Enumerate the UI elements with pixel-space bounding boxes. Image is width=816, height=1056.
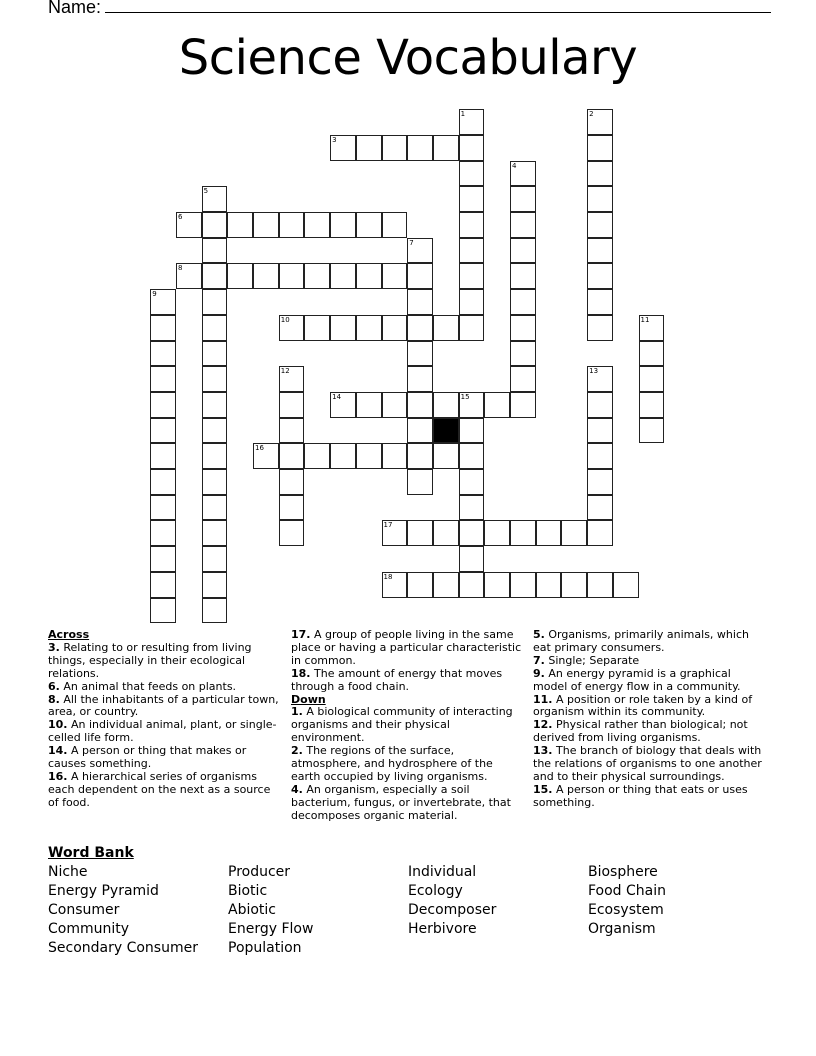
grid-cell[interactable] [150, 289, 176, 315]
grid-cell[interactable] [587, 572, 613, 598]
clue-number: 14 [332, 392, 342, 401]
grid-cell[interactable] [279, 469, 305, 495]
clue-number: 8 [177, 264, 183, 273]
grid-cell[interactable] [407, 341, 433, 367]
grid-cell[interactable] [304, 315, 330, 341]
grid-cell[interactable] [202, 315, 228, 341]
clue-number: 6 [177, 213, 183, 222]
grid-cell[interactable] [587, 263, 613, 289]
grid-cell[interactable] [407, 572, 433, 598]
clue-down-4: 4. An organism, especially a soil bacterium, fungus, or invertebrate, that decomposes organic material. [291, 782, 511, 822]
clue-number: 7 [409, 238, 414, 247]
grid-cell[interactable] [356, 263, 382, 289]
word-bank-column-2 [228, 863, 408, 958]
clue-down-9: 9. An energy pyramid is a graphical model of energy flow in a community. [533, 666, 741, 693]
clue-number: 10 [280, 315, 290, 324]
grid-cell[interactable] [561, 520, 587, 546]
word-bank-column-1 [48, 863, 228, 958]
clue-across-16: 16. A hierarchical series of organisms each dependent on the next as a source of food. [48, 769, 271, 809]
grid-cell[interactable] [510, 520, 536, 546]
grid-cell[interactable] [356, 212, 382, 238]
grid-cell[interactable] [639, 366, 665, 392]
grid-cell[interactable] [382, 392, 408, 418]
grid-cell[interactable] [150, 520, 176, 546]
grid-cell[interactable] [304, 212, 330, 238]
grid-cell[interactable] [433, 443, 459, 469]
clue-down-12: 12. Physical rather than biological; not derived from living organisms. [533, 718, 748, 745]
grid-cell[interactable] [587, 443, 613, 469]
grid-cell[interactable] [433, 135, 459, 161]
grid-cell[interactable] [484, 572, 510, 598]
word-bank-item: Ecology [408, 883, 463, 899]
grid-cell[interactable] [510, 572, 536, 598]
grid-cell[interactable] [407, 392, 433, 418]
grid-cell[interactable] [561, 572, 587, 598]
grid-cell[interactable] [202, 443, 228, 469]
grid-cell[interactable] [202, 238, 228, 264]
grid-cell[interactable] [227, 263, 253, 289]
grid-cell[interactable] [330, 135, 356, 161]
clue-number: 15 [460, 392, 470, 401]
word-bank-item: Biotic [228, 883, 268, 899]
word-bank-item: Food Chain [588, 883, 667, 899]
grid-cell[interactable] [202, 572, 228, 598]
grid-cell[interactable] [227, 212, 253, 238]
across-clues-list-a [48, 642, 280, 810]
grid-cell[interactable] [382, 520, 408, 546]
grid-cell[interactable] [433, 572, 459, 598]
grid-cell[interactable] [150, 418, 176, 444]
clue-number: 13 [589, 367, 599, 376]
grid-cell[interactable] [510, 238, 536, 264]
grid-cell[interactable] [202, 598, 228, 624]
clue-number: 16 [255, 444, 264, 453]
word-bank-item: Secondary Consumer [48, 940, 198, 956]
grid-cell[interactable] [459, 392, 485, 418]
grid-cell[interactable] [459, 238, 485, 264]
grid-cell[interactable] [407, 469, 433, 495]
grid-cell[interactable] [202, 469, 228, 495]
clues-column-3 [533, 629, 767, 810]
clue-down-2: 2. The regions of the surface, atmosphere, and hydrosphere of the earth occupied by living organisms. [291, 744, 493, 783]
grid-cell[interactable] [459, 263, 485, 289]
clue-down-5: 5. Organisms, primarily animals, which eat primary consumers. [533, 628, 749, 654]
grid-cell[interactable] [202, 546, 228, 572]
grid-cell[interactable] [407, 289, 433, 315]
grid-cell[interactable] [613, 572, 639, 598]
grid-cell[interactable] [587, 109, 613, 135]
clue-number: 11 [640, 315, 650, 324]
clue-number: 9 [152, 290, 157, 299]
grid-cell[interactable] [279, 366, 305, 392]
grid-cell[interactable] [202, 263, 228, 289]
grid-cell[interactable] [459, 315, 485, 341]
grid-cell[interactable] [587, 186, 613, 212]
word-bank-item: Individual [408, 864, 477, 880]
grid-cell[interactable] [587, 392, 613, 418]
grid-cell[interactable] [407, 315, 433, 341]
grid-cell[interactable] [459, 443, 485, 469]
word-bank-item: Biosphere [588, 864, 658, 880]
grid-cell[interactable] [587, 212, 613, 238]
grid-cell[interactable] [587, 495, 613, 521]
word-bank-column-3 [408, 863, 588, 958]
grid-cell[interactable] [484, 520, 510, 546]
clue-number: 5 [203, 187, 209, 196]
grid-cell[interactable] [587, 289, 613, 315]
grid-cell[interactable] [407, 366, 433, 392]
clue-across-18: 18. The amount of energy that moves through a food chain. [291, 666, 503, 693]
grid-cell[interactable] [587, 315, 613, 341]
grid-cell[interactable] [382, 135, 408, 161]
grid-cell[interactable] [356, 443, 382, 469]
grid-cell[interactable] [202, 418, 228, 444]
grid-cell[interactable] [202, 366, 228, 392]
grid-cell[interactable] [150, 443, 176, 469]
grid-cell[interactable] [587, 520, 613, 546]
grid-cell[interactable] [382, 263, 408, 289]
grid-cell[interactable] [382, 315, 408, 341]
grid-cell[interactable] [382, 572, 408, 598]
grid-cell[interactable] [150, 392, 176, 418]
black-cell [433, 418, 459, 444]
grid-cell[interactable] [407, 520, 433, 546]
grid-cell[interactable] [382, 212, 408, 238]
word-bank-item: Energy Flow [228, 921, 314, 937]
grid-cell[interactable] [587, 135, 613, 161]
across-heading: Across [48, 628, 90, 641]
clues-column-2 [291, 629, 525, 823]
clue-down-7: 7. Single; Separate [533, 653, 640, 667]
word-bank-item: Energy Pyramid [48, 883, 159, 899]
grid-cell[interactable] [150, 495, 176, 521]
grid-cell[interactable] [459, 418, 485, 444]
clue-number: 4 [512, 161, 517, 170]
grid-cell[interactable] [330, 263, 356, 289]
grid-cell[interactable] [433, 392, 459, 418]
grid-cell[interactable] [304, 263, 330, 289]
word-bank-item: Consumer [48, 902, 120, 918]
grid-cell[interactable] [459, 520, 485, 546]
grid-cell[interactable] [279, 315, 305, 341]
name-label: Name: [48, 0, 102, 17]
grid-cell[interactable] [510, 186, 536, 212]
grid-cell[interactable] [202, 495, 228, 521]
grid-cell[interactable] [407, 443, 433, 469]
clue-number: 12 [280, 367, 290, 376]
clue-down-13: 13. The branch of biology that deals with the relations of organisms to one another and to their physical surroundings. [533, 744, 762, 783]
word-bank-item: Herbivore [408, 921, 477, 937]
grid-cell[interactable] [407, 263, 433, 289]
grid-cell[interactable] [510, 263, 536, 289]
clue-across-10: 10. An individual animal, plant, or single-celled life form. [48, 718, 277, 745]
word-bank-item: Producer [228, 864, 291, 880]
grid-cell[interactable] [330, 392, 356, 418]
grid-cell[interactable] [176, 212, 202, 238]
grid-cell[interactable] [150, 469, 176, 495]
grid-cell[interactable] [330, 212, 356, 238]
page-title: Science Vocabulary [178, 30, 638, 86]
grid-cell[interactable] [253, 443, 279, 469]
grid-cell[interactable] [150, 546, 176, 572]
grid-cell[interactable] [639, 341, 665, 367]
grid-cell[interactable] [279, 263, 305, 289]
grid-cell[interactable] [279, 212, 305, 238]
grid-cell[interactable] [202, 186, 228, 212]
grid-cell[interactable] [330, 315, 356, 341]
clue-across-8: 8. All the inhabitants of a particular town, area, or country. [48, 692, 279, 719]
grid-cell[interactable] [459, 186, 485, 212]
word-bank-item: Population [228, 940, 302, 956]
word-bank-item: Ecosystem [588, 902, 664, 918]
grid-cell[interactable] [459, 161, 485, 187]
grid-cell[interactable] [253, 263, 279, 289]
grid-cell[interactable] [536, 572, 562, 598]
grid-cell[interactable] [510, 289, 536, 315]
grid-cell[interactable] [510, 392, 536, 418]
grid-cell[interactable] [459, 469, 485, 495]
grid-cell[interactable] [279, 418, 305, 444]
grid-cell[interactable] [510, 366, 536, 392]
grid-cell[interactable] [150, 341, 176, 367]
grid-cell[interactable] [510, 315, 536, 341]
grid-cell[interactable] [587, 161, 613, 187]
grid-cell[interactable] [510, 212, 536, 238]
grid-cell[interactable] [484, 392, 510, 418]
grid-cell[interactable] [459, 495, 485, 521]
grid-cell[interactable] [459, 135, 485, 161]
grid-cell[interactable] [407, 418, 433, 444]
word-bank-item: Community [48, 921, 130, 937]
grid-cell[interactable] [382, 443, 408, 469]
grid-cell[interactable] [536, 520, 562, 546]
grid-cell[interactable] [150, 598, 176, 624]
clues-column-1 [48, 629, 280, 810]
clue-number: 3 [332, 135, 337, 144]
grid-cell[interactable] [356, 392, 382, 418]
grid-cell[interactable] [433, 315, 459, 341]
grid-cell[interactable] [433, 520, 459, 546]
grid-cell[interactable] [304, 443, 330, 469]
clue-number: 18 [383, 572, 393, 581]
grid-cell[interactable] [459, 572, 485, 598]
grid-cell[interactable] [587, 418, 613, 444]
grid-cell[interactable] [407, 135, 433, 161]
word-bank [48, 844, 768, 958]
clue-down-11: 11. A position or role taken by a kind of organism within its community. [533, 692, 753, 719]
grid-cell[interactable] [202, 212, 228, 238]
word-bank-heading: Word Bank [48, 845, 134, 861]
clue-across-6: 6. An animal that feeds on plants. [48, 679, 237, 693]
grid-cell[interactable] [279, 392, 305, 418]
grid-cell[interactable] [253, 212, 279, 238]
grid-cell[interactable] [330, 443, 356, 469]
grid-cell[interactable] [510, 161, 536, 187]
grid-cell[interactable] [639, 315, 665, 341]
word-bank-item: Abiotic [228, 902, 276, 918]
grid-cell[interactable] [587, 469, 613, 495]
clue-down-1: 1. A biological community of interacting organisms and their physical environment. [291, 705, 513, 745]
grid-cell[interactable] [587, 366, 613, 392]
grid-cell[interactable] [459, 212, 485, 238]
grid-cell[interactable] [459, 289, 485, 315]
grid-cell[interactable] [459, 546, 485, 572]
grid-cell[interactable] [356, 135, 382, 161]
clue-number: 2 [589, 110, 594, 119]
grid-cell[interactable] [279, 443, 305, 469]
word-bank-item: Decomposer [408, 902, 497, 918]
word-bank-item: Niche [48, 864, 88, 880]
clue-across-17: 17. A group of people living in the same place or having a particular characteristic in common. [291, 628, 522, 667]
clue-number: 1 [460, 110, 466, 119]
grid-cell[interactable] [202, 289, 228, 315]
grid-cell[interactable] [356, 315, 382, 341]
word-bank-item: Organism [588, 921, 656, 937]
grid-cell[interactable] [150, 366, 176, 392]
grid-cell[interactable] [639, 392, 665, 418]
grid-cell[interactable] [202, 392, 228, 418]
clue-across-3: 3. Relating to or resulting from living things, especially in their ecological relations. [48, 640, 252, 680]
clue-across-14: 14. A person or thing that makes or causes something. [48, 744, 247, 771]
grid-cell[interactable] [587, 238, 613, 264]
grid-cell[interactable] [202, 341, 228, 367]
grid-cell[interactable] [279, 495, 305, 521]
grid-cell[interactable] [639, 418, 665, 444]
grid-cell[interactable] [279, 520, 305, 546]
grid-cell[interactable] [176, 263, 202, 289]
grid-cell[interactable] [407, 238, 433, 264]
word-bank-column-4 [588, 863, 768, 958]
grid-cell[interactable] [202, 520, 228, 546]
clue-down-15: 15. A person or thing that eats or uses something. [533, 782, 748, 809]
clue-number: 17 [383, 521, 393, 530]
down-heading: Down [291, 692, 326, 706]
grid-cell[interactable] [150, 572, 176, 598]
grid-cell[interactable] [459, 109, 485, 135]
grid-cell[interactable] [150, 315, 176, 341]
grid-cell[interactable] [510, 341, 536, 367]
